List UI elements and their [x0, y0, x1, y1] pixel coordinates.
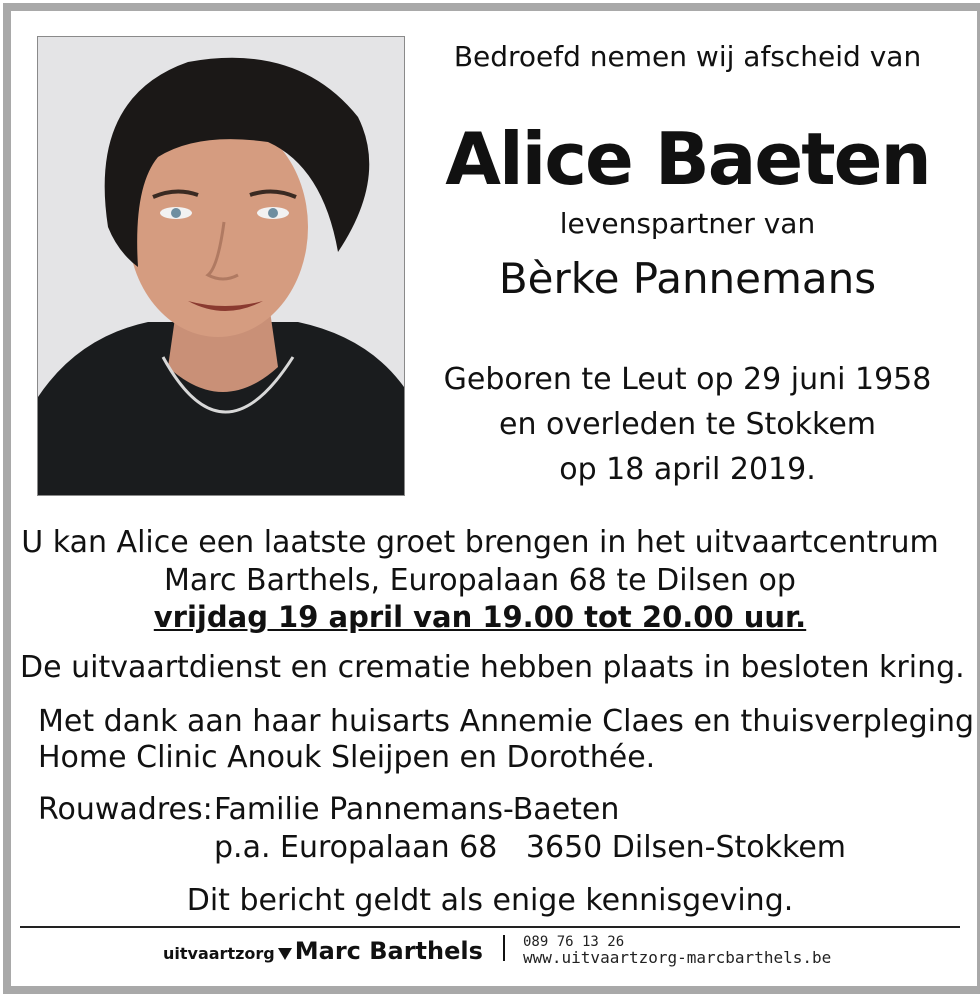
address-label: Rouwadres: [38, 792, 213, 827]
thanks-line-1: Met dank aan haar huisarts Annemie Claes en thuisverpleging [38, 704, 975, 739]
footer-separator [503, 935, 505, 961]
visit-line-1: U kan Alice een laatste groet brengen in het uitvaartcentrum [21, 525, 939, 560]
footer-divider [20, 926, 960, 928]
visit-line-2: Marc Barthels, Europalaan 68 te Dilsen op [164, 563, 796, 598]
address-street: p.a. Europalaan 68 [214, 830, 498, 865]
footer-phone: 089 76 13 26 [523, 934, 625, 950]
birth-death-info [440, 357, 935, 492]
portrait-photo [37, 36, 405, 496]
triangle-icon [278, 948, 292, 960]
born-line-1: Geboren te Leut op 29 juni 1958 [443, 362, 932, 397]
address-city: 3650 Dilsen-Stokkem [525, 830, 847, 865]
born-line-3: op 18 april 2019. [559, 452, 816, 487]
born-line-2: en overleden te Stokkem [498, 407, 877, 442]
partner-label: levenspartner van [559, 207, 816, 240]
thanks-text [38, 704, 975, 776]
address-line-1: Familie Pannemans-Baeten [214, 792, 620, 827]
funeral-home-logo [163, 937, 483, 965]
intro-text: Bedroefd nemen wij afscheid van [453, 40, 922, 73]
thanks-line-2: Home Clinic Anouk Sleijpen en Dorothée. [38, 740, 656, 775]
brand-prefix: uitvaartzorg [163, 944, 275, 963]
address-line-2 [214, 830, 846, 865]
visit-datetime: vrijdag 19 april van 19.00 tot 20.00 uur. [153, 600, 807, 634]
ceremony-text: De uitvaartdienst en crematie hebben plaats in besloten kring. [20, 650, 965, 685]
deceased-name: Alice Baeten [445, 117, 930, 201]
closing-text: Dit bericht geldt als enige kennisgeving. [186, 883, 794, 918]
footer-website[interactable]: www.uitvaartzorg-marcbarthels.be [523, 948, 832, 967]
brand-name: Marc Barthels [294, 937, 483, 965]
partner-name: Bèrke Pannemans [498, 254, 877, 303]
